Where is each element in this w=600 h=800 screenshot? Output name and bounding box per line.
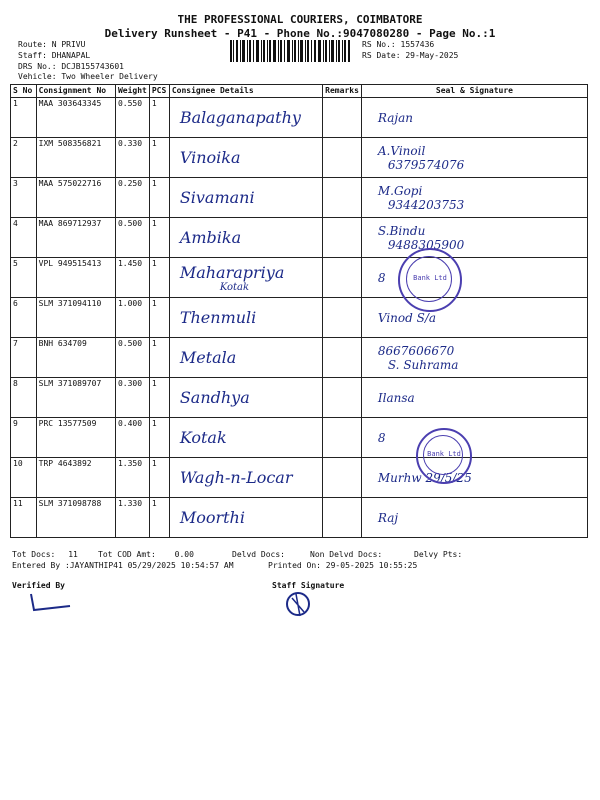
cell-remarks [323,458,362,498]
cell-remarks [323,178,362,218]
cell-consignee [169,258,322,298]
cell-consignee [169,138,322,178]
cell-remarks [323,418,362,458]
receiver-signature: Ilansa [377,390,415,405]
cell-weight: 0.400 [115,418,149,458]
cell-signature [361,98,587,138]
runsheet-table [10,84,588,538]
total-docs [12,550,78,559]
cell-weight: 0.500 [115,338,149,378]
cell-weight: 0.330 [115,138,149,178]
bank-stamp [398,248,462,312]
cell-pcs: 1 [149,98,169,138]
runsheet-subtitle: Delivery Runsheet - P41 - Phone No.:9047080280 - Page No.:1 [104,27,496,40]
cell-consignee [169,458,322,498]
col-sno: S No [11,85,37,98]
staff-signature-label: Staff Signature [272,581,345,590]
receiver-signature: 8667606670 [377,343,455,358]
cell-sno: 9 [11,418,37,458]
cell-consignment: SLM 371094110 [36,298,115,338]
cell-signature [361,418,587,458]
cell-remarks [323,378,362,418]
staff-label: Staff: DHANAPAL [18,51,91,60]
cell-signature [361,218,587,258]
receiver-phone: S. Suhrama [387,357,459,372]
cell-sno: 7 [11,338,37,378]
cell-weight: 1.000 [115,298,149,338]
col-consignee: Consignee Details [169,85,322,98]
cell-sno: 8 [11,378,37,418]
cell-consignee [169,498,322,538]
consignee-name: Thenmuli [179,308,257,327]
cell-sno: 1 [11,98,37,138]
receiver-signature: 8 [377,430,386,445]
col-seal: Seal & Signature [361,85,587,98]
cell-remarks [323,338,362,378]
table-row [11,338,588,378]
cell-pcs: 1 [149,338,169,378]
cell-consignment: BNH 634709 [36,338,115,378]
receiver-signature: Rajan [377,110,413,125]
receiver-phone: 9344203753 [387,197,465,212]
cell-remarks [323,258,362,298]
barcode-image [230,40,350,62]
cell-pcs: 1 [149,298,169,338]
cell-signature [361,298,587,338]
consignee-name: Wagh-n-Locar [179,468,293,487]
cell-consignee [169,218,322,258]
cell-pcs: 1 [149,178,169,218]
rs-number: RS No.: 1557436 [362,40,435,49]
cell-pcs: 1 [149,498,169,538]
table-row [11,418,588,458]
table-row [11,138,588,178]
cell-remarks [323,298,362,338]
consignee-name: Kotak [179,428,227,447]
col-consignment: Consignment No [36,85,115,98]
total-docs-value: 11 [68,550,78,559]
receiver-signature: Vinod S/a [377,310,437,325]
cell-weight: 0.500 [115,218,149,258]
consignee-note: Kotak [219,281,250,293]
rs-date: RS Date: 29-May-2025 [362,51,459,60]
cell-pcs: 1 [149,218,169,258]
drs-number: DRS No.: DCJB155743601 [18,62,124,71]
table-body [11,98,588,538]
table-row [11,458,588,498]
consignee-name: Metala [179,348,237,367]
consignee-name: Sivamani [179,188,255,207]
table-row [11,298,588,338]
cell-remarks [323,498,362,538]
total-cod-label: Tot COD Amt: [98,550,156,559]
cell-pcs: 1 [149,418,169,458]
receiver-phone: 9488305900 [387,237,465,252]
receiver-phone: 6379574076 [387,157,465,172]
cell-weight: 1.350 [115,458,149,498]
cell-weight: 1.450 [115,258,149,298]
consignee-name: Vinoika [179,148,241,167]
cell-signature [361,178,587,218]
vehicle-label: Vehicle: Two Wheeler Delivery [18,72,158,81]
consignee-name: Moorthi [179,508,245,527]
col-weight: Weight [115,85,149,98]
cell-consignment: SLM 371098788 [36,498,115,538]
cell-signature [361,458,587,498]
table-row [11,498,588,538]
cell-weight: 0.300 [115,378,149,418]
cell-consignee [169,378,322,418]
stamp-label: Bank Ltd [413,274,447,282]
cell-sno: 10 [11,458,37,498]
verified-by-label: Verified By [12,581,65,590]
receiver-signature: A.Vinoil [377,143,426,158]
consignee-name: Sandhya [179,388,250,407]
receiver-signature: 8 [377,270,386,285]
cell-pcs: 1 [149,138,169,178]
receiver-signature: Murhw 29/5/25 [377,470,472,485]
cell-signature [361,338,587,378]
delivered-docs: Delvd Docs: [232,550,285,559]
cell-consignment: MAA 303643345 [36,98,115,138]
cell-consignee [169,98,322,138]
non-delivered-docs: Non Delvd Docs: [310,550,383,559]
cell-consignee [169,418,322,458]
cell-remarks [323,138,362,178]
cell-sno: 6 [11,298,37,338]
cell-consignment: VPL 949515413 [36,258,115,298]
total-cod-value: 0.00 [174,550,194,559]
company-title: THE PROFESSIONAL COURIERS, COIMBATORE [177,13,423,26]
delivery-points: Delvy Pts: [414,550,463,559]
cell-weight: 0.550 [115,98,149,138]
cell-sno: 5 [11,258,37,298]
receiver-signature: M.Gopi [377,183,423,198]
cell-consignment: IXM 508356821 [36,138,115,178]
cell-sno: 3 [11,178,37,218]
cell-pcs: 1 [149,378,169,418]
cell-consignee [169,338,322,378]
cell-pcs: 1 [149,458,169,498]
cell-consignment: SLM 371089707 [36,378,115,418]
table-row [11,258,588,298]
consignee-name: Ambika [179,228,242,247]
cell-sno: 4 [11,218,37,258]
receiver-signature: Raj [377,510,399,525]
cell-weight: 0.250 [115,178,149,218]
cell-consignment: MAA 869712937 [36,218,115,258]
cell-remarks [323,98,362,138]
table-row [11,218,588,258]
cell-signature [361,378,587,418]
cell-signature [361,258,587,298]
cell-consignee [169,298,322,338]
route-label: Route: N PRIVU [18,40,86,49]
consignee-name: Balaganapathy [179,108,301,127]
cell-sno: 11 [11,498,37,538]
cell-weight: 1.330 [115,498,149,538]
cell-sno: 2 [11,138,37,178]
col-pcs: PCS [149,85,169,98]
entered-by: Entered By :JAYANTHIP41 05/29/2025 10:54:57 AM [12,561,234,570]
receiver-signature: S.Bindu [377,223,426,238]
total-docs-label: Tot Docs: [12,550,56,559]
cell-consignment: PRC 13577509 [36,418,115,458]
table-row [11,178,588,218]
cell-consignment: TRP 4643892 [36,458,115,498]
table-row [11,378,588,418]
table-header-row [11,85,588,98]
total-cod [98,550,194,559]
staff-signature-mark [282,590,322,620]
cell-remarks [323,218,362,258]
cell-consignment: MAA 575022716 [36,178,115,218]
verified-signature [26,592,76,614]
printed-on: Printed On: 29-05-2025 10:55:25 [268,561,418,570]
col-remarks: Remarks [323,85,362,98]
bank-stamp [416,428,472,484]
cell-consignee [169,178,322,218]
cell-signature [361,138,587,178]
consignee-name: Maharapriya [179,262,285,282]
cell-pcs: 1 [149,258,169,298]
cell-signature [361,498,587,538]
table-row [11,98,588,138]
stamp-label: Bank Ltd [427,450,461,458]
